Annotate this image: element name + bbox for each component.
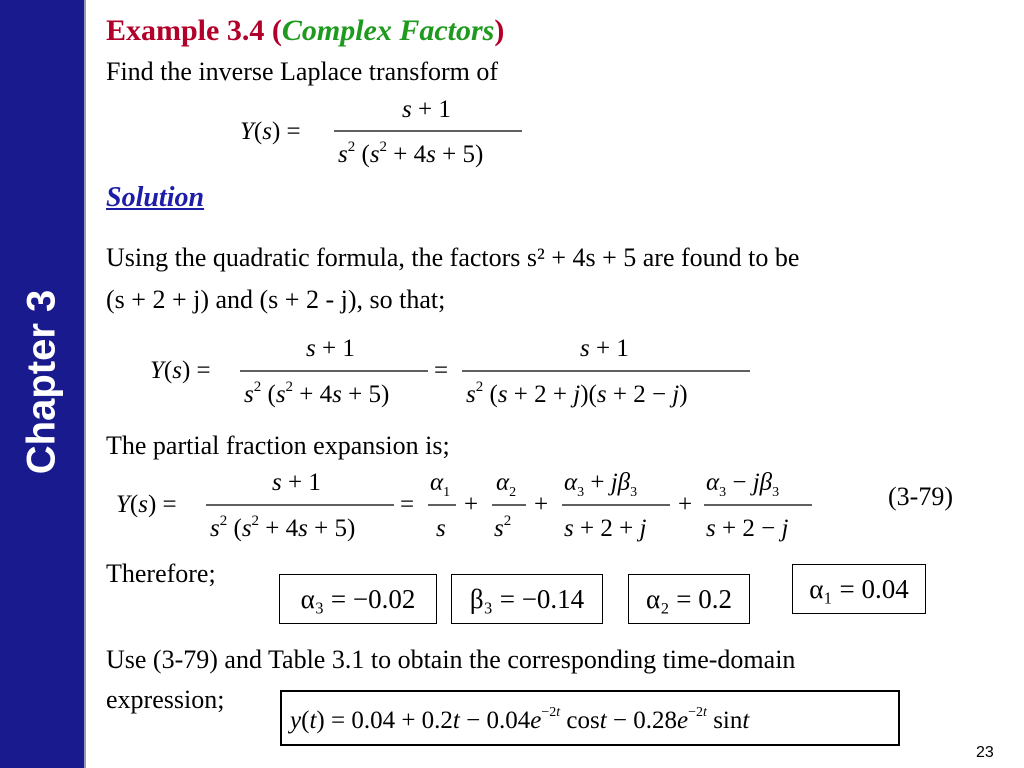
coefficient-alpha2: α₂ = 0.2 (645, 583, 733, 614)
svg-text:s: s (436, 515, 446, 542)
title-close-paren: ) (494, 14, 505, 47)
paragraph-partial-fraction: The partial fraction expansion is; (106, 431, 450, 460)
paragraph-time-domain-line2: expression; (106, 685, 225, 714)
svg-text:α3 + jβ3: $\alpha_3 + j\beta_3$ (564, 469, 638, 500)
svg-text:s + 2 + j: s + 2 + j (564, 515, 647, 542)
svg-text:s + 1: s + 1 (272, 469, 321, 496)
equation-partial-fraction (112, 464, 832, 554)
svg-text:α3 − jβ3: $\alpha_3 - j\beta_3$ (706, 469, 780, 500)
svg-text:s + 1: s + 1 (580, 335, 629, 362)
coefficient-box-alpha1 (792, 564, 926, 614)
svg-text:=: = (434, 357, 449, 384)
result-box (280, 690, 900, 746)
svg-text:s2: $s^2$ (494, 513, 512, 542)
equation-ys-definition (236, 90, 536, 174)
svg-text:s2 (s + 2 + j)(s + 2 − j): $s^2$ (s + 2 + j)(s + 2 − j) (466, 379, 688, 408)
svg-text:α2: $\alpha_2$ (496, 469, 517, 500)
title-open-paren: ( (271, 14, 282, 47)
chapter-label: Chapter 3 (19, 289, 64, 475)
svg-text:s + 2 − j: s + 2 − j (706, 515, 789, 542)
coefficient-box-alpha3 (279, 574, 437, 624)
sidebar-divider (84, 0, 86, 768)
svg-text:=: = (400, 491, 415, 518)
svg-text:s + 1: s + 1 (402, 96, 451, 123)
svg-text:+: + (678, 491, 693, 518)
svg-text:s2 (s2 + 4s + 5): $s^2$ $(s^2 + 4s + 5)$ (210, 513, 356, 542)
svg-text:s2 (s2 + 4s + 5): $s^2$ $(s^2 + 4s + 5)$ (244, 379, 390, 408)
equation-number: (3-79) (888, 482, 953, 511)
svg-text:Y(s) =: Y(s) = (150, 357, 211, 384)
therefore-label: Therefore; (106, 559, 216, 588)
svg-text:s2 (s2 + 4s + 5): $s^2$ $(s^2 + 4s + 5)$ (338, 139, 484, 168)
coefficient-box-alpha2 (628, 574, 750, 624)
svg-text:α1: $\alpha_1$ (430, 469, 451, 500)
solution-heading: Solution (106, 182, 205, 213)
equation-factored-form (146, 330, 766, 420)
svg-text:y(t) = 0.04 + 0.2t − 0.04e−2t: $y(t) = 0.04 + 0.2t - 0.04e^{-2t}$ $\cos t - 0.28e^{-2t}$ sint (290, 705, 750, 734)
equation-time-domain-result (282, 692, 898, 744)
intro-text: Find the inverse Laplace transform of (106, 57, 499, 86)
svg-text:Y(s) =: Y(s) = (116, 491, 177, 518)
paragraph-time-domain-line1: Use (3-79) and Table 3.1 to obtain the corresponding time-domain (106, 645, 796, 674)
slide-title (106, 14, 504, 48)
coefficient-box-beta3 (451, 574, 603, 624)
svg-text:+: + (534, 491, 549, 518)
coefficient-alpha1: α₁ = 0.04 (809, 573, 909, 604)
svg-text:+: + (464, 491, 479, 518)
paragraph-quadratic-line2: (s + 2 + j) and (s + 2 - j), so that; (106, 285, 446, 314)
coefficient-alpha3: α₃ = −0.02 (300, 583, 416, 614)
page-number: 23 (976, 744, 994, 761)
svg-text:s + 1: s + 1 (306, 335, 355, 362)
title-topic: Complex Factors (281, 14, 495, 47)
paragraph-quadratic-line1: Using the quadratic formula, the factors s² + 4s + 5 are found to be (106, 243, 800, 272)
svg-text:Y(s) =: Y(s) = (240, 118, 301, 145)
title-prefix: Example 3.4 (106, 14, 265, 47)
coefficient-beta3: β₃ = −0.14 (469, 583, 585, 614)
